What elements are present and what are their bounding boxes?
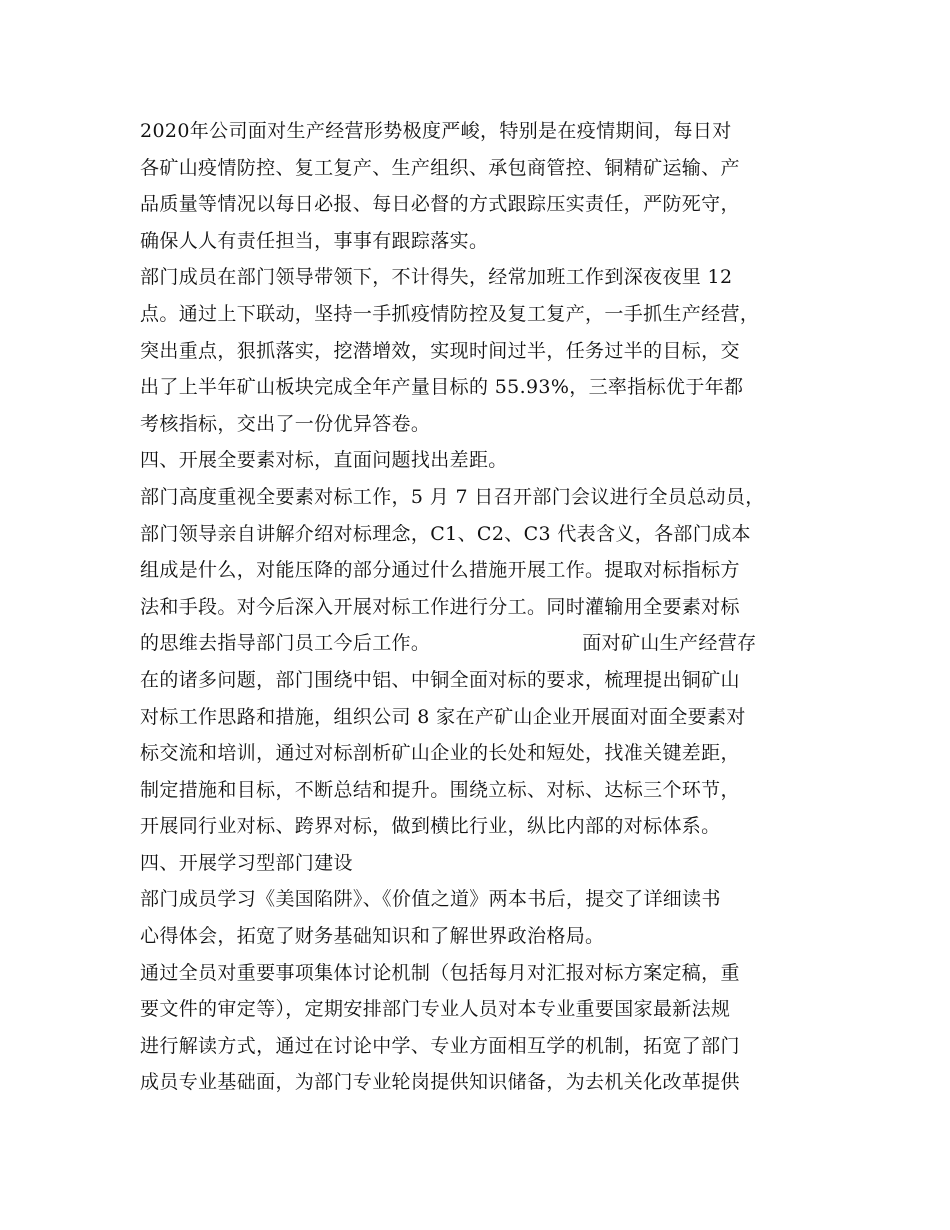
text-line: 部门领导亲自讲解介绍对标理念，C1、C2、C3 代表含义，各部门成本 bbox=[140, 522, 751, 545]
text-line: 成员专业基础面，为部门专业轮岗提供知识储备，为去机关化改革提供 bbox=[140, 1071, 740, 1094]
text-line: 出了上半年矿山板块完成全年产量目标的 55.93%，三率指标优于年都 bbox=[140, 376, 744, 399]
text-line: 部门成员学习《美国陷阱》、《价值之道》两本书后，提交了详细读书 bbox=[140, 888, 721, 911]
text-line: 进行解读方式，通过在讨论中学、专业方面相互学的机制，拓宽了部门 bbox=[140, 1034, 740, 1057]
text-line: 要文件的审定等），定期安排部门专业人员对本专业重要国家最新法规 bbox=[140, 998, 731, 1021]
text-line: 考核指标，交出了一份优异答卷。 bbox=[140, 412, 431, 435]
text-line: 部门成员在部门领导带领下，不计得失，经常加班工作到深夜夜里 12 bbox=[140, 266, 733, 289]
text-line: 组成是什么，对能压降的部分通过什么措施开展工作。提取对标指标方 bbox=[140, 559, 740, 582]
text-line: 2020年公司面对生产经营形势极度严峻，特别是在疫情期间，每日对 bbox=[140, 120, 732, 142]
text-line: 品质量等情况以每日必报、每日必督的方式跟踪压实责任，严防死守， bbox=[140, 193, 740, 216]
text-line: 各矿山疫情防控、复工复产、生产组织、承包商管控、铜精矿运输、产 bbox=[140, 156, 740, 179]
text-line: 在的诸多问题，部门围绕中铝、中铜全面对标的要求，梳理提出铜矿山 bbox=[140, 668, 740, 691]
section-heading: 四、开展学习型部门建设 bbox=[140, 851, 353, 874]
text-line: 对标工作思路和措施，组织公司 8 家在产矿山企业开展面对面全要素对 bbox=[140, 705, 746, 728]
text-line-tail: 面对矿山生产经营存 bbox=[582, 632, 757, 655]
text-line: 确保人人有责任担当，事事有跟踪落实。 bbox=[140, 229, 489, 252]
text-line: 开展同行业对标、跨界对标，做到横比行业，纵比内部的对标体系。 bbox=[140, 815, 721, 838]
text-line: 突出重点，狠抓落实，挖潜增效，实现时间过半，任务过半的目标，交 bbox=[140, 339, 740, 362]
text-line-with-gap bbox=[140, 625, 830, 662]
text-line: 通过全员对重要事项集体讨论机制（包括每月对汇报对标方案定稿，重 bbox=[140, 961, 740, 984]
text-line-start: 的思维去指导部门员工今后工作。 bbox=[140, 632, 431, 655]
text-line: 点。通过上下联动，坚持一手抓疫情防控及复工复产，一手抓生产经营， bbox=[140, 302, 760, 325]
text-line: 心得体会，拓宽了财务基础知识和了解世界政治格局。 bbox=[140, 925, 605, 948]
text-line: 标交流和培训，通过对标剖析矿山企业的长处和短处，找准关键差距， bbox=[140, 742, 740, 765]
section-heading: 四、开展全要素对标，直面问题找出差距。 bbox=[140, 449, 508, 472]
text-line: 法和手段。对今后深入开展对标工作进行分工。同时灌输用全要素对标 bbox=[140, 595, 740, 618]
text-line: 制定措施和目标，不断总结和提升。围绕立标、对标、达标三个环节， bbox=[140, 778, 740, 801]
text-line: 部门高度重视全要素对标工作，5 月 7 日召开部门会议进行全员总动员， bbox=[140, 485, 765, 508]
document-body bbox=[140, 113, 830, 1101]
